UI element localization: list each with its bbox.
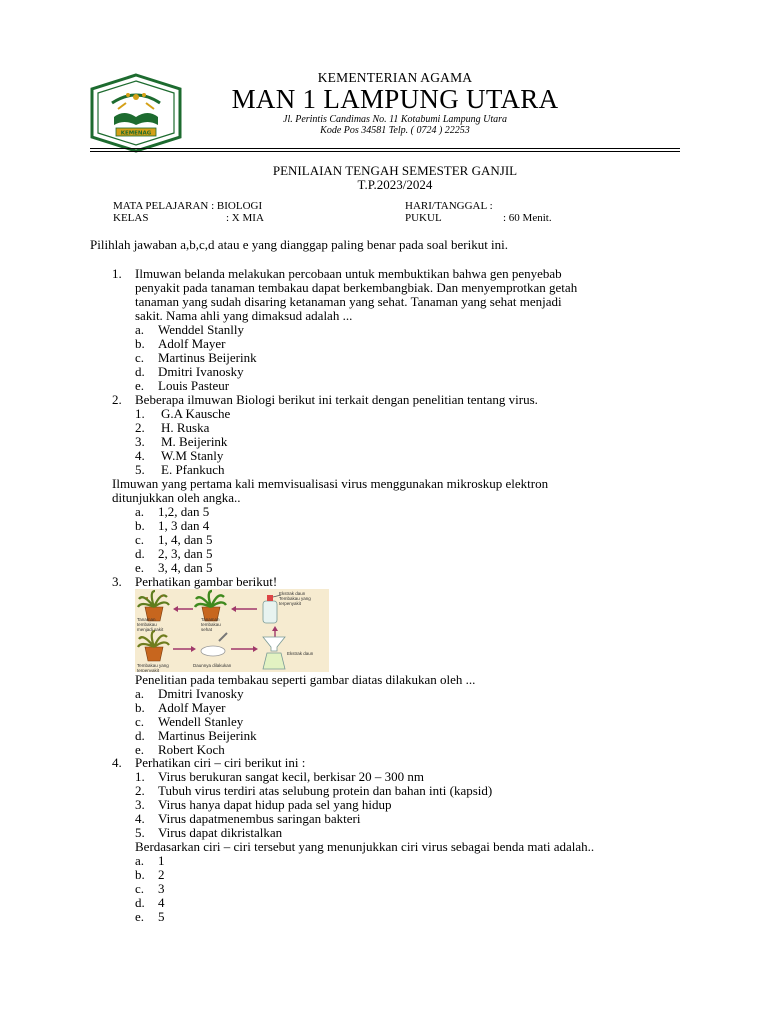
option-text: Robert Koch <box>158 742 225 757</box>
option-text: 1 <box>158 853 165 868</box>
option-text: 4 <box>158 895 165 910</box>
option-letter: d. <box>135 546 145 561</box>
option-text: Louis Pasteur <box>158 378 230 393</box>
time-label: PUKUL <box>405 212 442 224</box>
ministry-name: KEMENTERIAN AGAMA <box>317 70 473 85</box>
option-letter: a. <box>135 686 145 701</box>
item-number: 5. <box>135 462 145 477</box>
option-text: Martinus Beijerink <box>158 350 257 365</box>
question-text-line: sakit. Nama ahli yang dimaksud adalah ... <box>135 308 353 323</box>
option-letter: b. <box>135 518 145 533</box>
item-text: Tubuh virus terdiri atas selubung protein dan bahan inti (kapsid) <box>158 783 493 798</box>
item-number: 2. <box>135 420 145 435</box>
option-text: Adolf Mayer <box>158 336 226 351</box>
question-number: 3. <box>112 574 122 589</box>
item-text: Virus dapat dikristalkan <box>158 825 283 840</box>
item-number: 5. <box>135 825 145 840</box>
option-letter: a. <box>135 504 145 519</box>
option-text: 2, 3, dan 5 <box>158 546 213 561</box>
question-stem-line: Ilmuwan yang pertama kali memvisualisasi virus menggunakan mikroskup elektron <box>112 476 549 491</box>
option-letter: e. <box>135 560 145 575</box>
school-address: Jl. Perintis Candimas No. 11 Kotabumi Lampung Utara <box>283 114 507 125</box>
question-text-line: tanaman yang sudah disaring ketanaman yang sehat. Tanaman yang sehat menjadi <box>135 294 562 309</box>
option-letter: c. <box>135 350 145 365</box>
option-letter: e. <box>135 909 145 924</box>
option-text: 3, 4, dan 5 <box>158 560 213 575</box>
question-text-line: Perhatikan gambar berikut! <box>135 574 278 589</box>
option-letter: a. <box>135 322 145 337</box>
option-letter: b. <box>135 700 145 715</box>
figure-label-sick: Tanaman tembakau menjadi sakit <box>137 617 164 632</box>
option-letter: b. <box>135 336 145 351</box>
question-number: 2. <box>112 392 122 407</box>
subject-label: MATA PELAJARAN : BIOLOGI <box>113 200 263 212</box>
item-text: E. Pfankuch <box>161 462 225 477</box>
option-letter: d. <box>135 728 145 743</box>
question-text-line: penyakit pada tanaman tembakau dapat berkembangbiak. Dan menyemprotkan getah <box>135 280 578 295</box>
option-letter: a. <box>135 853 145 868</box>
item-number: 3. <box>135 434 145 449</box>
figure-label-sick-tobacco: Tembakau yang terpenyakit <box>137 663 169 672</box>
question-number: 1. <box>112 266 122 281</box>
class-label: KELAS <box>113 212 149 224</box>
mortar-icon <box>201 633 227 656</box>
header-rule <box>90 148 680 149</box>
exam-year: T.P.2023/2024 <box>357 177 433 192</box>
option-text: Wendell Stanley <box>158 714 244 729</box>
item-text: H. Ruska <box>161 420 210 435</box>
item-number: 1. <box>135 406 145 421</box>
option-text: 1,2, dan 5 <box>158 504 210 519</box>
option-letter: d. <box>135 364 145 379</box>
item-text: Virus berukuran sangat kecil, berkisar 20 – 300 nm <box>158 769 425 784</box>
item-text: Virus hanya dapat hidup pada sel yang hidup <box>158 797 392 812</box>
school-name: MAN 1 LAMPUNG UTARA <box>231 84 559 114</box>
item-number: 4. <box>135 811 145 826</box>
option-letter: c. <box>135 881 145 896</box>
question-stem-line: ditunjukkan oleh angka.. <box>112 490 241 505</box>
instruction: Pilihlah jawaban a,b,c,d atau e yang dianggap paling benar pada soal berikut ini. <box>90 237 509 252</box>
item-number: 4. <box>135 448 145 463</box>
question-stem-line: Penelitian pada tembakau seperti gambar diatas dilakukan oleh ... <box>135 672 476 687</box>
option-text: 2 <box>158 867 165 882</box>
option-letter: d. <box>135 895 145 910</box>
question-text-line: Ilmuwan belanda melakukan percobaan untuk membuktikan bahwa gen penyebab <box>135 266 562 281</box>
option-letter: c. <box>135 532 145 547</box>
item-text: M. Beijerink <box>161 434 228 449</box>
question-number: 4. <box>112 755 122 770</box>
option-letter: c. <box>135 714 145 729</box>
option-text: 5 <box>158 909 165 924</box>
option-text: Wenddel Stanlly <box>158 322 244 337</box>
option-letter: b. <box>135 867 145 882</box>
sick-plant-icon <box>138 631 169 661</box>
option-text: Martinus Beijerink <box>158 728 257 743</box>
option-text: Dmitri Ivanosky <box>158 686 244 701</box>
time-value: : 60 Menit. <box>503 212 552 224</box>
option-letter: e. <box>135 378 145 393</box>
flask-icon <box>263 637 285 669</box>
figure-label-leaf-extract: Ekstrak daun <box>287 651 314 656</box>
option-text: 1, 3 dan 4 <box>158 518 210 533</box>
option-text: Adolf Mayer <box>158 700 226 715</box>
item-number: 1. <box>135 769 145 784</box>
school-postal: Kode Pos 34581 Telp. ( 0724 ) 22253 <box>320 125 470 136</box>
figure-label-healthy: Tanaman tembakau sehat <box>201 617 221 632</box>
exam-title: PENILAIAN TENGAH SEMESTER GANJIL <box>272 163 518 178</box>
option-letter: e. <box>135 742 145 757</box>
question-text-line: Perhatikan ciri – ciri berikut ini : <box>135 755 306 770</box>
question-text-line: Beberapa ilmuwan Biologi berikut ini terkait dengan penelitian tentang virus. <box>135 392 538 407</box>
option-text: 1, 4, dan 5 <box>158 532 213 547</box>
figure-label-extract: Ekstrak daun Tembakau yang terpenyakit <box>279 591 311 606</box>
option-text: Dmitri Ivanosky <box>158 364 244 379</box>
class-value: : X MIA <box>226 212 264 224</box>
figure-label-crushed: Daunnya dilakukan <box>193 663 232 668</box>
option-text: 3 <box>158 881 165 896</box>
header-rule-thin <box>90 151 680 152</box>
item-number: 2. <box>135 783 145 798</box>
logo-text: KEMENAG <box>120 130 152 137</box>
item-number: 3. <box>135 797 145 812</box>
item-text: Virus dapatmenembus saringan bakteri <box>158 811 361 826</box>
tobacco-experiment-figure <box>135 589 329 672</box>
item-text: W.M Stanly <box>161 448 224 463</box>
item-text: G.A Kausche <box>161 406 231 421</box>
day-label: HARI/TANGGAL : <box>405 200 493 212</box>
question-stem-line: Berdasarkan ciri – ciri tersebut yang menunjukkan ciri virus sebagai benda mati adalah.. <box>135 839 595 854</box>
